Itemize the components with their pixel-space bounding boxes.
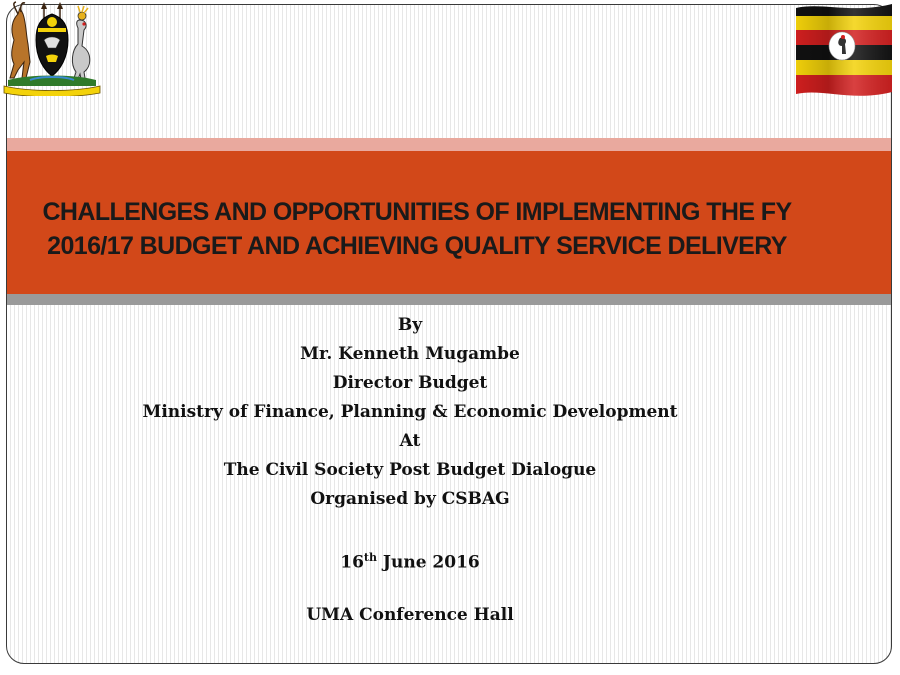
slide-title-line-2: 2016/17 BUDGET AND ACHIEVING QUALITY SERVICE DELIVERY bbox=[47, 232, 787, 260]
uganda-coat-of-arms-icon bbox=[0, 0, 104, 96]
date-suffix: th bbox=[363, 551, 378, 564]
by-label: By bbox=[397, 315, 423, 335]
presenter-position: Director Budget bbox=[332, 373, 488, 393]
spacer bbox=[7, 572, 813, 601]
slide-title bbox=[7, 195, 891, 263]
ministry-name: Ministry of Finance, Planning & Economic Development bbox=[142, 402, 678, 422]
presentation-date bbox=[7, 543, 813, 572]
uganda-flag-icon bbox=[792, 0, 896, 98]
slide-frame bbox=[6, 4, 892, 664]
title-band-bottom-stripe bbox=[7, 294, 891, 305]
title-band-top-stripe bbox=[7, 138, 891, 151]
spacer bbox=[7, 514, 813, 543]
date-day: 16 bbox=[340, 552, 364, 573]
event-name: The Civil Society Post Budget Dialogue bbox=[223, 460, 597, 480]
date-month-year: June 2016 bbox=[377, 552, 480, 573]
slide-title-line-1: CHALLENGES AND OPPORTUNITIES OF IMPLEMENTING THE FY bbox=[42, 198, 792, 226]
presentation-credits bbox=[7, 311, 813, 630]
presenter-name: Mr. Kenneth Mugambe bbox=[300, 344, 520, 364]
venue: UMA Conference Hall bbox=[306, 605, 514, 625]
at-label: At bbox=[399, 431, 421, 451]
organiser: Organised by CSBAG bbox=[310, 489, 510, 509]
